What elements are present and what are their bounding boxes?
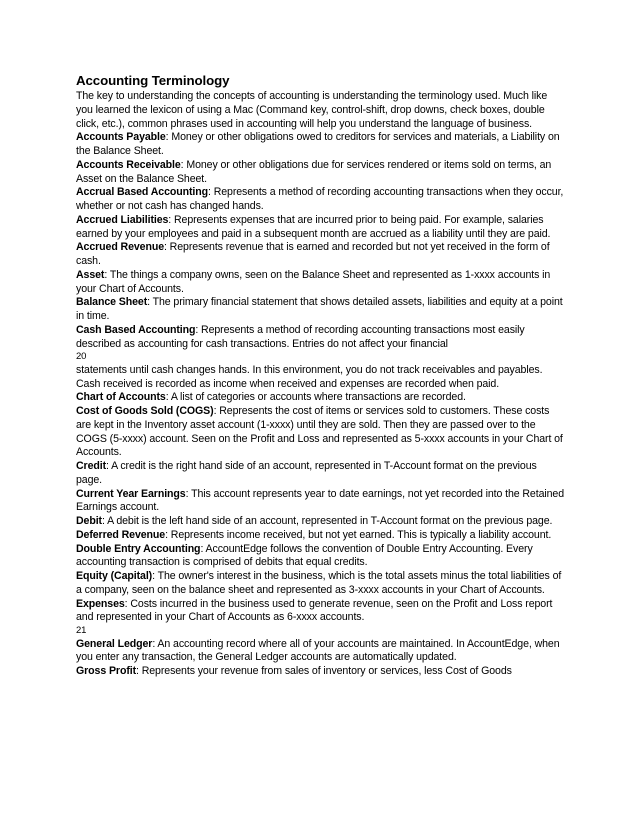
glossary-definition: : The owner's interest in the business, which is the total assets minus the total liabilities of a company, seen on the balance sheet and represented as 3-xxxx accounts in your Chart of Accounts. [76,570,562,596]
glossary-entry [76,638,564,666]
glossary-section-3 [76,638,564,679]
glossary-term: Double Entry Accounting [76,542,201,555]
glossary-definition: : Costs incurred in the business used to generate revenue, seen on the Profit and Loss report and represented in your Chart of Accounts as 6-xxxx accounts. [76,597,553,624]
intro-paragraph: The key to understanding the concepts of accounting is understanding the terminology used. Much like you learned the lexicon of using a Mac (Command key, control-shift, drop downs, check boxes, double click, etc.), common phrases used in accounting will help you understand the language of business. [76,90,548,130]
glossary-entry [76,488,564,516]
glossary-definition: : Represents revenue that is earned and recorded but not yet received in the form of cash. [76,241,550,267]
glossary-entry [76,324,564,352]
glossary-definition: : The things a company owns, seen on the Balance Sheet and represented as 1-xxxx accounts in your Chart of Accounts. [76,268,551,295]
glossary-definition: : An accounting record where all of your accounts are maintained. In AccountEdge, when you enter any transaction, the General Ledger accounts are automatically updated. [76,637,560,664]
glossary-term: Gross Profit [76,665,137,677]
glossary-definition: : Money or other obligations owed to creditors for services and materials, a Liability on the Balance Sheet. [76,131,560,157]
glossary-term: Asset [76,268,105,281]
glossary-definition: : Money or other obligations due for services rendered or items sold on terms, an Asset on the Balance Sheet. [76,158,552,185]
glossary-entry [76,543,564,571]
glossary-definition: : A list of categories or accounts where transactions are recorded. [165,391,466,404]
glossary-definition: : This account represents year to date earnings, not yet recorded into the Retained Earnings account. [76,487,564,514]
glossary-section-1 [76,131,564,351]
glossary-term: Accounts Payable [76,131,166,144]
glossary-entry [76,460,564,488]
glossary-term: Accrual Based Accounting [76,186,209,199]
glossary-entry [76,515,564,529]
glossary-definition: : A credit is the right hand side of an account, represented in T-Account format on the previous page. [76,460,537,486]
page-number: 21 [76,625,87,636]
glossary-entry [76,570,564,598]
glossary-definition: : The primary financial statement that shows detailed assets, liabilities and equity at a point in time. [76,296,563,322]
document-title: Accounting Terminology [76,73,230,88]
glossary-definition: : AccountEdge follows the convention of Double Entry Accounting. Every accounting transaction is comprised of debits that equal credits. [76,542,533,569]
glossary-term: Accrued Liabilities [76,213,169,226]
glossary-section-2 [76,391,564,625]
glossary-definition: : Represents income received, but not yet earned. This is typically a liability account. [165,528,552,541]
document-body [76,72,564,679]
glossary-entry [76,665,564,679]
glossary-term: Accrued Revenue [76,241,164,254]
continuation-paragraph: statements until cash changes hands. In this environment, you do not track receivables and payables. Cash received is recorded as income when received and expenses are recorded when paid. [76,363,543,390]
glossary-entry [76,131,564,159]
glossary-definition: : Represents a method of recording accounting transactions most easily described as accounting for cash transactions. Entries do not affect your financial [76,323,525,350]
page-number: 20 [76,351,87,363]
glossary-entry [76,159,564,187]
glossary-definition: : A debit is the left hand side of an account, represented in T-Account format on the previous page. [102,515,553,527]
glossary-entry [76,269,564,297]
glossary-term: Cash Based Accounting [76,323,196,336]
glossary-term: Current Year Earnings [76,487,186,500]
glossary-entry [76,214,564,242]
glossary-term: Credit [76,460,107,472]
glossary-entry [76,391,564,405]
glossary-definition: : Represents expenses that are incurred prior to being paid. For example, salaries earned by your employees and paid in a subsequent month are accrued as a liability until they are paid. [76,213,551,240]
glossary-entry [76,296,564,324]
glossary-term: General Ledger [76,637,153,650]
glossary-definition: : Represents a method of recording accounting transactions when they occur, whether or not cash has changed hands. [76,186,564,212]
glossary-term: Balance Sheet [76,296,148,309]
glossary-term: Equity (Capital) [76,570,153,582]
glossary-entry [76,598,564,626]
glossary-term: Accounts Receivable [76,158,181,171]
glossary-entry [76,405,564,460]
glossary-definition: : Represents your revenue from sales of inventory or services, less Cost of Goods [136,665,512,677]
glossary-definition: : Represents the cost of items or services sold to customers. These costs are kept in the Inventory asset account (1-xxxx) until they are sold. Then they are passed over to the COGS (5-xxxx) account. Seen on the Profit and Loss and represented as 5-xxxx accounts in your Chart of Accounts. [76,405,563,459]
glossary-term: Chart of Accounts [76,391,166,404]
glossary-term: Deferred Revenue [76,528,166,541]
glossary-entry [76,529,564,543]
glossary-term: Debit [76,515,102,527]
glossary-term: Cost of Goods Sold (COGS) [76,405,214,417]
glossary-term: Expenses [76,597,125,610]
glossary-entry [76,186,564,214]
glossary-entry [76,241,564,269]
